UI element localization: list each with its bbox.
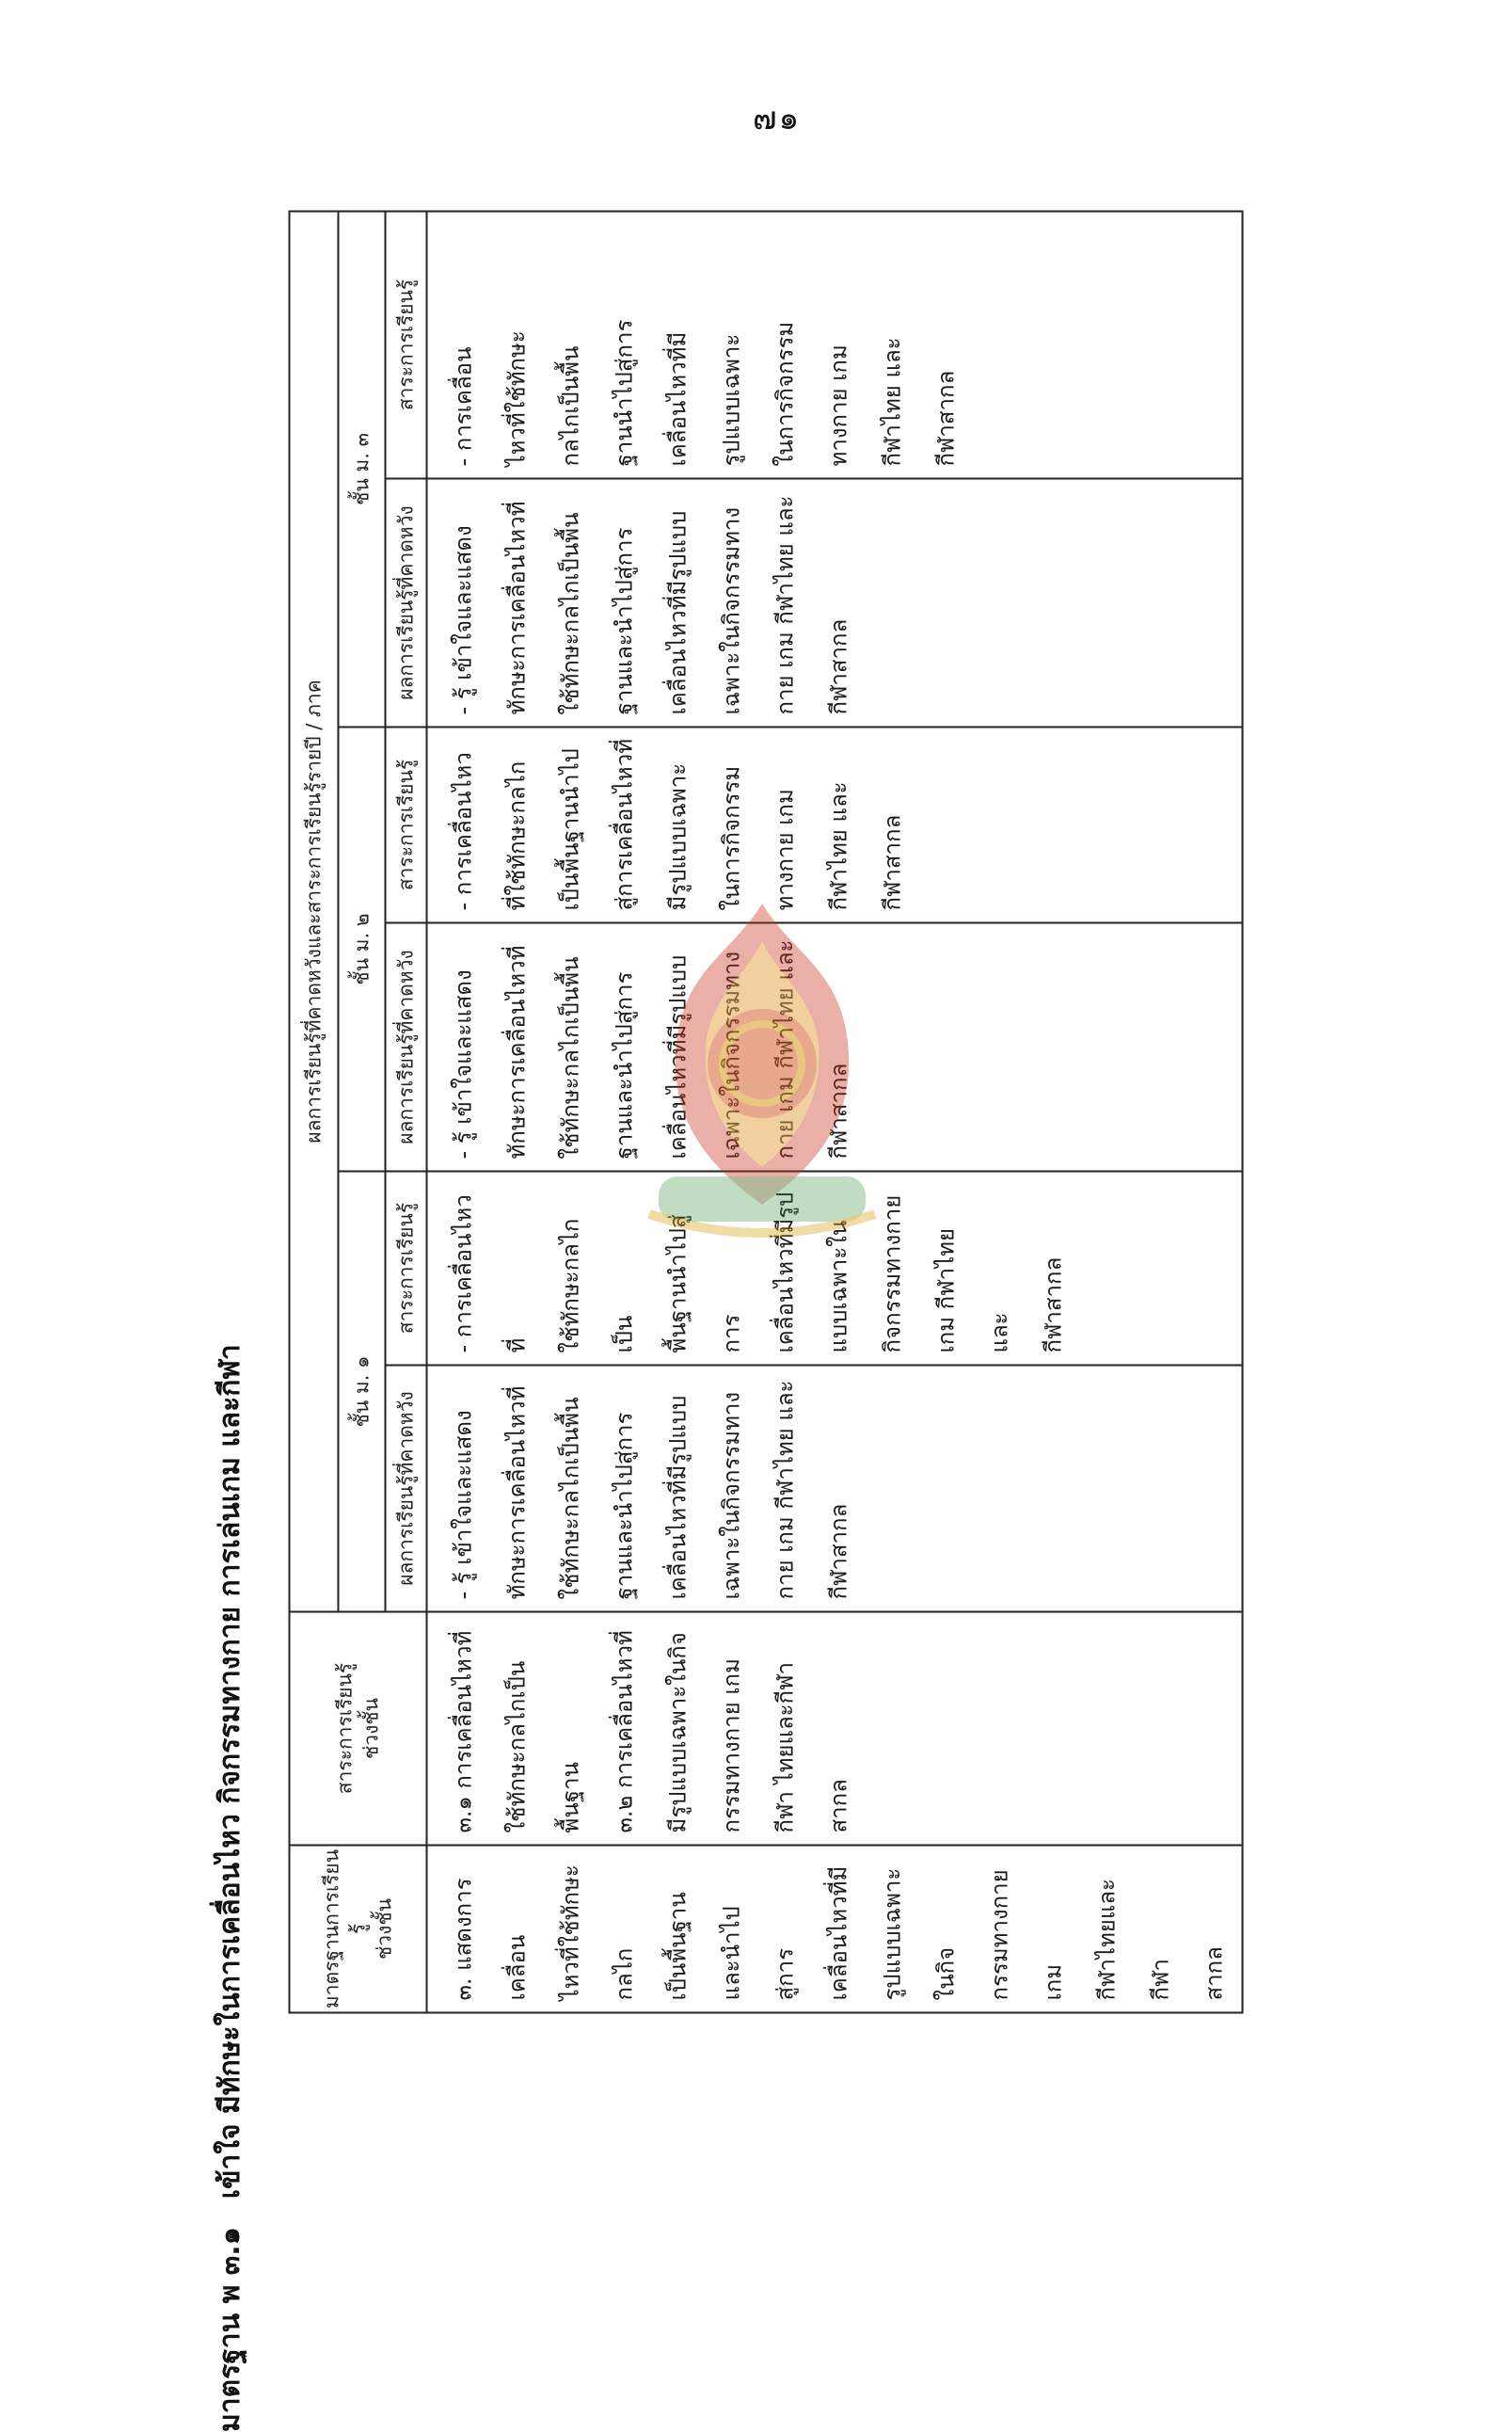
header-m2-content: สาระการเรียนรู้ (386, 728, 427, 923)
cell-m3-content: - การเคลื่อน ไหวที่ใช้ทักษะ กลไกเป็นพื้น ฐานนำไปสู่การ เคลื่อนไหวที่มี รูปแบบเฉพาะ ในการกิจกรรม ทางกาย เกม กีฬาไทย และ กีฬาสากล (427, 211, 1243, 478)
header-m3-outcome: ผลการเรียนรู้ที่คาดหวัง (386, 479, 427, 728)
header-m2-outcome: ผลการเรียนรู้ที่คาดหวัง (386, 923, 427, 1172)
page-heading (204, 512, 257, 2432)
standard-title: เข้าใจ มีทักษะในการเคลื่อนไหว กิจกรรมทางกาย การเล่นเกม และกีฬา (214, 1344, 247, 2200)
curriculum-table-container (289, 213, 1228, 2014)
header-standard: มาตรฐานการเรียนรู้ ช่วงชั้น (290, 1846, 427, 2013)
header-grade-m2: ชั้น ม. ๒ (339, 728, 386, 1172)
cell-m1-content: - การเคลื่อนไหวที่ ใช้ทักษะกลไกเป็น พื้นฐานนำไปสู่การ เคลื่อนไหวที่มีรูป แบบเฉพาะใน กิจกรรมทางกาย เกม กีฬาไทย และ กีฬาสากล (427, 1172, 1243, 1366)
cell-m3-outcome: - รู้ เข้าใจและแสดง ทักษะการเคลื่อนไหวที่ ใช้ทักษะกลไกเป็นพื้น ฐานและนำไปสู่การ เคลื่อนไหวที่มีรูปแบบ เฉพาะในกิจกรรมทาง กาย เกม กีฬาไทย และ กีฬาสากล (427, 479, 1243, 728)
header-grade-m1: ชั้น ม. ๑ (339, 1172, 386, 1612)
page-number: ๗๑ (753, 100, 802, 137)
cell-m2-content: - การเคลื่อนไหว ที่ใช้ทักษะกลไก เป็นพื้นฐานนำไป สู่การเคลื่อนไหวที่ มีรูปแบบเฉพาะ ในการกิจกรรม ทางกาย เกม กีฬาไทย และ กีฬาสากล (427, 728, 1243, 923)
header-m1-outcome: ผลการเรียนรู้ที่คาดหวัง (386, 1366, 427, 1612)
cell-strand: ๓.๑ การเคลื่อนไหวที่ ใช้ทักษะกลไกเป็น พื้นฐาน ๓.๒ การเคลื่อนไหวที่ มีรูปแบบเฉพาะในกิจ กรรมทางกาย เกม กีฬา ไทยและกีฬา สากล (427, 1612, 1243, 1846)
cell-m1-outcome: - รู้ เข้าใจและแสดง ทักษะการเคลื่อนไหวที่ ใช้ทักษะกลไกเป็นพื้น ฐานและนำไปสู่การ เคลื่อนไหวที่มีรูปแบบ เฉพาะในกิจกรรมทาง กาย เกม กีฬาไทย และ กีฬาสากล (427, 1366, 1243, 1612)
header-strand: สาระการเรียนรู้ ช่วงชั้น (290, 1612, 427, 1846)
header-m3-content: สาระการเรียนรู้ (386, 211, 427, 478)
curriculum-table (289, 210, 1244, 2013)
standard-code: มาตรฐาน พ ๓.๑ (214, 2227, 247, 2432)
header-grade-m3: ชั้น ม. ๓ (339, 211, 386, 727)
header-outcomes-group: ผลการเรียนรู้ที่คาดหวังและสาระการเรียนรู้รายปี / ภาค (290, 211, 339, 1611)
header-m1-content: สาระการเรียนรู้ (386, 1172, 427, 1366)
cell-standard: ๓. แสดงการเคลื่อน ไหวที่ใช้ทักษะกลไก เป็นพื้นฐานและนำไป สู่การเคลื่อนไหวที่มี รูปแบบเฉพาะในกิจ กรรมทางกาย เกม กีฬาไทยและกีฬา สากล (427, 1846, 1243, 2013)
cell-m2-outcome: - รู้ เข้าใจและแสดง ทักษะการเคลื่อนไหวที่ ใช้ทักษะกลไกเป็นพื้น ฐานและนำไปสู่การ เคลื่อนไหวที่มีรูปแบบ เฉพาะในกิจกรรมทาง กาย เกม กีฬาไทย และ กีฬาสากล (427, 923, 1243, 1172)
